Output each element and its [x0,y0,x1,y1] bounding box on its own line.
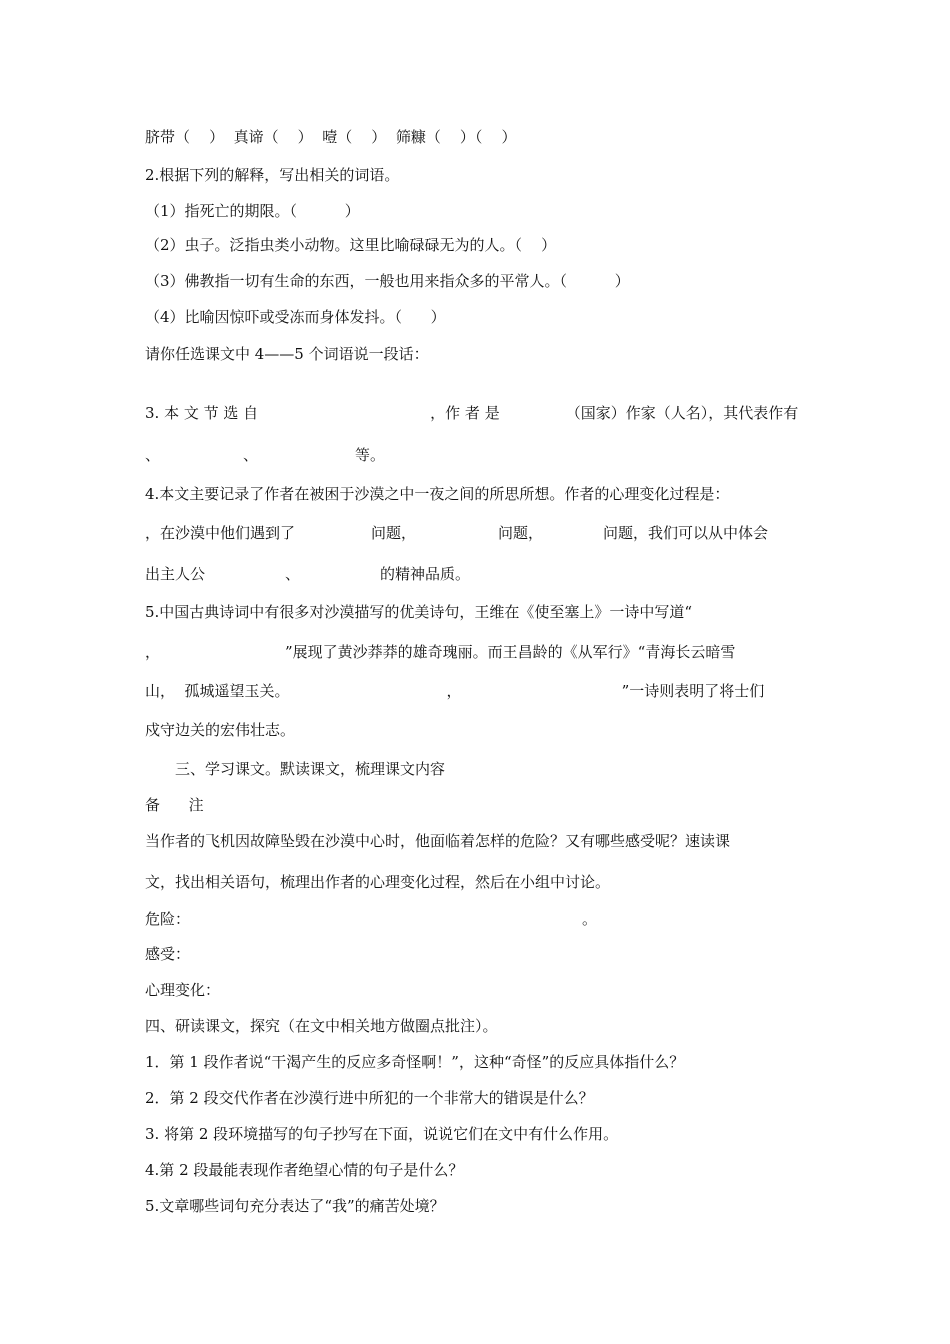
notes-label: 备 注 [145,796,204,814]
danger-label: 危险： [145,910,191,928]
q5-text-d: ， [446,682,462,700]
question-5-line-3 [145,681,764,701]
section-4-question-1: 1．第 1 段作者说“干渴产生的反应多奇怪啊！”，这种“奇怪”的反应具体指什么？ [145,1053,685,1071]
word-paragraph-prompt: 请你任选课文中 4——5 个词语说一段话： [145,345,429,363]
question-5-line-1: 5.中国古典诗词中有很多对沙漠描写的优美诗句，王维在《使至塞上》一诗中写道“ [145,603,692,621]
q3-sep-1: 、 [145,446,161,464]
q4-text-b: 问题， [371,524,417,542]
danger-field [145,909,597,929]
question-3-line-2 [145,445,385,465]
danger-end: 。 [582,910,598,928]
q4-text-g: 的精神品质。 [380,565,471,583]
question-2-heading: 2.根据下列的解释，写出相关的词语。 [145,166,400,184]
section-4-question-5: 5.文章哪些词句充分表达了“我”的痛苦处境？ [145,1197,445,1215]
question-4-line-1: 4.本文主要记录了作者在被困于沙漠之中一夜之间的所思所想。作者的心理变化过程是： [145,485,730,503]
q5-comma: ， [145,643,161,661]
q4-text-a: ，在沙漠中他们遇到了 [145,524,296,542]
section-4-heading: 四、研读课文，探究（在文中相关地方做圈点批注）。 [145,1017,498,1035]
q5-text-e: ”一诗则表明了将士们 [621,682,765,700]
q4-text-d: 问题，我们可以从中体会 [603,524,769,542]
q3-text-c: （国家）作家（人名），其代表作有 [565,404,799,422]
section-4-question-2: 2．第 2 段交代作者在沙漠行进中所犯的一个非常大的错误是什么？ [145,1089,594,1107]
question-2-item-3: （3）佛教指一切有生命的东西，一般也用来指众多的平常人。（ ） [145,272,630,290]
q3-text-a: 3. 本 文 节 选 自 [145,404,259,422]
section-4-question-3: 3. 将第 2 段环境描写的句子抄写在下面，说说它们在文中有什么作用。 [145,1125,619,1143]
question-2-item-1: （1）指死亡的期限。（ ） [145,202,360,220]
q4-text-f: 、 [285,565,301,583]
q4-text-e: 出主人公 [145,565,206,583]
question-2-item-4: （4）比喻因惊吓或受冻而身体发抖。（ ） [145,308,446,326]
section-3-prompt-1: 当作者的飞机因故障坠毁在沙漠中心时，他面临着怎样的危险？又有哪些感受呢？速读课 [145,832,731,850]
question-2-item-2: （2）虫子。泛指虫类小动物。这里比喻碌碌无为的人。（ ） [145,236,557,254]
feeling-label: 感受： [145,945,191,963]
question-5-line-4: 戍守边关的宏伟壮志。 [145,721,296,739]
question-4-line-3 [145,564,470,584]
section-4-question-4: 4.第 2 段最能表现作者绝望心情的句子是什么？ [145,1161,464,1179]
mental-change-label: 心理变化： [145,981,221,999]
q3-end: 等。 [355,446,386,464]
question-3-line-1 [145,403,798,423]
q4-text-c: 问题， [498,524,544,542]
question-5-line-2 [145,642,735,662]
question-4-line-2 [145,523,768,543]
section-3-prompt-2: 文，找出相关语句，梳理出作者的心理变化过程，然后在小组中讨论。 [145,873,611,891]
q3-text-b: ，作 者 是 [430,404,500,422]
q5-text-c: 山， 孤城遥望玉关。 [145,682,290,700]
section-3-heading: 三、学习课文。默读课文，梳理课文内容 [175,760,446,778]
q5-text-b: ”展现了黄沙莽莽的雄奇瑰丽。而王昌龄的《从军行》“青海长云暗雪 [285,643,736,661]
q3-sep-2: 、 [243,446,259,464]
vocab-pinyin-line: 脐带（ ） 真谛（ ） 噎（ ） 筛糠（ ）（ ） [145,128,517,146]
